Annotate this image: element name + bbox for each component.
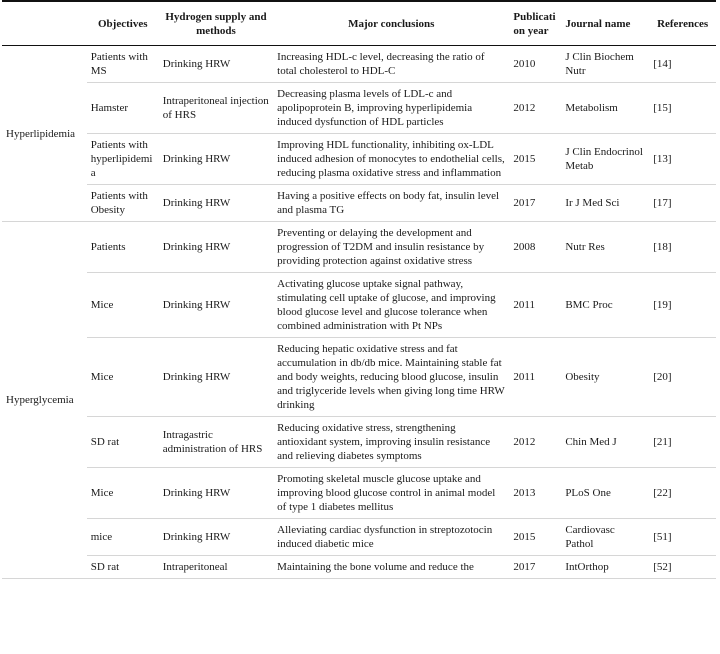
table-row xyxy=(2,417,716,468)
header-methods: Hydrogen supply and methods xyxy=(159,1,273,46)
objectives-cell: Patients with Obesity xyxy=(87,185,159,222)
journal-cell: Obesity xyxy=(561,338,649,417)
reference-cell: [52] xyxy=(649,556,716,579)
methods-cell: Intraperitoneal xyxy=(159,556,273,579)
methods-cell: Drinking HRW xyxy=(159,273,273,338)
year-cell: 2010 xyxy=(509,46,561,83)
table-row xyxy=(2,83,716,134)
header-category xyxy=(2,1,87,46)
table-row xyxy=(2,46,716,83)
methods-cell: Drinking HRW xyxy=(159,185,273,222)
table-body xyxy=(2,46,716,579)
year-cell: 2017 xyxy=(509,556,561,579)
objectives-cell: Patients xyxy=(87,222,159,273)
journal-cell: J Clin Biochem Nutr xyxy=(561,46,649,83)
conclusions-cell: Reducing hepatic oxidative stress and fat accumulation in db/db mice. Maintaining stable fat and body weights, reducing blood glucose, insulin and triglyceride levels when giving long time HRW drinking xyxy=(273,338,509,417)
methods-cell: Drinking HRW xyxy=(159,338,273,417)
reference-cell: [19] xyxy=(649,273,716,338)
reference-cell: [13] xyxy=(649,134,716,185)
reference-cell: [22] xyxy=(649,468,716,519)
conclusions-cell: Promoting skeletal muscle glucose uptake and improving blood glucose control in animal model of type 1 diabetes mellitus xyxy=(273,468,509,519)
year-cell: 2013 xyxy=(509,468,561,519)
objectives-cell: Mice xyxy=(87,468,159,519)
category-cell: Hyperglycemia xyxy=(2,222,87,579)
header-objectives: Objectives xyxy=(87,1,159,46)
conclusions-cell: Having a positive effects on body fat, insulin level and plasma TG xyxy=(273,185,509,222)
reference-cell: [20] xyxy=(649,338,716,417)
journal-cell: Ir J Med Sci xyxy=(561,185,649,222)
table-row xyxy=(2,556,716,579)
reference-cell: [51] xyxy=(649,519,716,556)
journal-cell: Cardiovasc Pathol xyxy=(561,519,649,556)
document-page xyxy=(2,0,718,579)
methods-cell: Drinking HRW xyxy=(159,222,273,273)
methods-cell: Drinking HRW xyxy=(159,46,273,83)
conclusions-cell: Decreasing plasma levels of LDL-c and apolipoprotein B, improving hyperlipidemia induced dysfunction of HDL particles xyxy=(273,83,509,134)
journal-cell: Nutr Res xyxy=(561,222,649,273)
conclusions-cell: Activating glucose uptake signal pathway, stimulating cell uptake of glucose, and improving blood glucose level and glucose tolerance when combined administration with Pt NPs xyxy=(273,273,509,338)
header-references: References xyxy=(649,1,716,46)
journal-cell: Metabolism xyxy=(561,83,649,134)
objectives-cell: Mice xyxy=(87,338,159,417)
objectives-cell: SD rat xyxy=(87,556,159,579)
objectives-cell: Hamster xyxy=(87,83,159,134)
methods-cell: Intraperitoneal injection of HRS xyxy=(159,83,273,134)
table-row xyxy=(2,222,716,273)
table-row xyxy=(2,273,716,338)
objectives-cell: SD rat xyxy=(87,417,159,468)
category-cell: Hyperlipidemia xyxy=(2,46,87,222)
table-row xyxy=(2,519,716,556)
table-row xyxy=(2,185,716,222)
table-row xyxy=(2,468,716,519)
reference-cell: [21] xyxy=(649,417,716,468)
conclusions-cell: Maintaining the bone volume and reduce the xyxy=(273,556,509,579)
objectives-cell: Mice xyxy=(87,273,159,338)
reference-cell: [15] xyxy=(649,83,716,134)
year-cell: 2011 xyxy=(509,338,561,417)
table-row xyxy=(2,134,716,185)
methods-cell: Drinking HRW xyxy=(159,134,273,185)
header-journal: Journal name xyxy=(561,1,649,46)
objectives-cell: mice xyxy=(87,519,159,556)
methods-cell: Drinking HRW xyxy=(159,519,273,556)
conclusions-cell: Improving HDL functionality, inhibiting ox-LDL induced adhesion of monocytes to endothelial cells, reducing plasma oxidative stress and inflammation xyxy=(273,134,509,185)
journal-cell: PLoS One xyxy=(561,468,649,519)
objectives-cell: Patients with hyperlipidemia xyxy=(87,134,159,185)
header-conclusions: Major conclusions xyxy=(273,1,509,46)
year-cell: 2015 xyxy=(509,134,561,185)
methods-cell: Drinking HRW xyxy=(159,468,273,519)
year-cell: 2012 xyxy=(509,83,561,134)
reference-cell: [14] xyxy=(649,46,716,83)
journal-cell: BMC Proc xyxy=(561,273,649,338)
year-cell: 2008 xyxy=(509,222,561,273)
year-cell: 2017 xyxy=(509,185,561,222)
header-year: Publication year xyxy=(509,1,561,46)
methods-cell: Intragastric administration of HRS xyxy=(159,417,273,468)
journal-cell: IntOrthop xyxy=(561,556,649,579)
conclusions-cell: Reducing oxidative stress, strengthening antioxidant system, improving insulin resistance and relieving diabetes symptoms xyxy=(273,417,509,468)
conclusions-cell: Alleviating cardiac dysfunction in streptozotocin induced diabetic mice xyxy=(273,519,509,556)
data-table xyxy=(2,0,716,579)
objectives-cell: Patients with MS xyxy=(87,46,159,83)
table-row xyxy=(2,338,716,417)
reference-cell: [18] xyxy=(649,222,716,273)
reference-cell: [17] xyxy=(649,185,716,222)
conclusions-cell: Preventing or delaying the development and progression of T2DM and insulin resistance by providing protection against oxidative stress xyxy=(273,222,509,273)
journal-cell: J Clin Endocrinol Metab xyxy=(561,134,649,185)
journal-cell: Chin Med J xyxy=(561,417,649,468)
year-cell: 2011 xyxy=(509,273,561,338)
conclusions-cell: Increasing HDL-c level, decreasing the ratio of total cholesterol to HDL-C xyxy=(273,46,509,83)
header-row xyxy=(2,1,716,46)
year-cell: 2012 xyxy=(509,417,561,468)
year-cell: 2015 xyxy=(509,519,561,556)
